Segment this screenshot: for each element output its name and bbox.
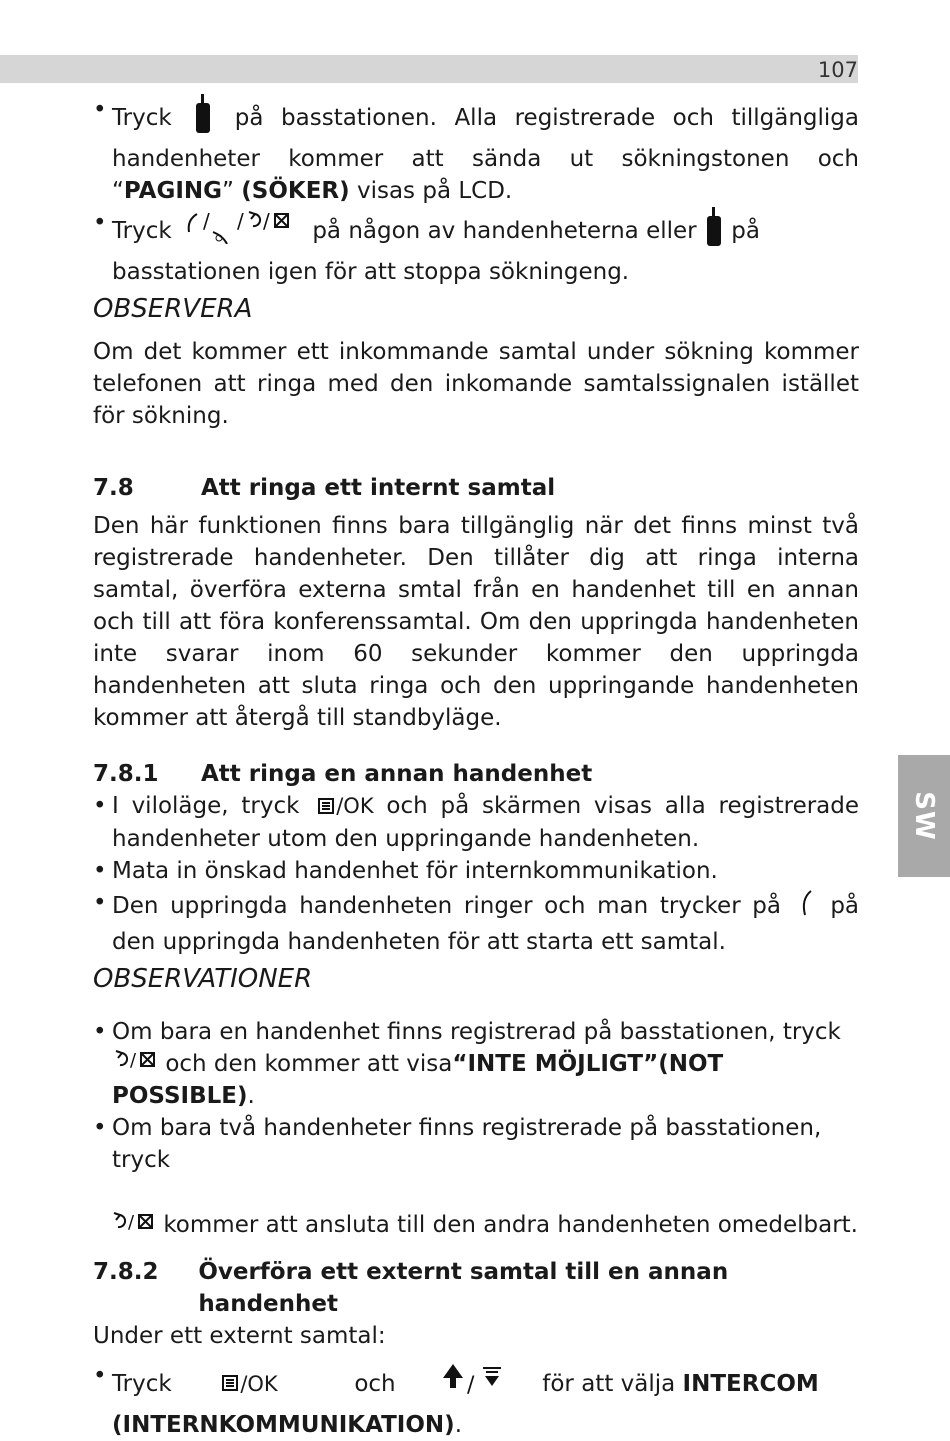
up-down-arrow-keys-icon bbox=[443, 1360, 505, 1409]
svg-text:/: / bbox=[128, 1211, 135, 1233]
obs-bullet-2: • Om bara två handenheter finns registrerade på basstationen, tryck / kommer att ansluta till den andra handenheten omedelbart. bbox=[93, 1112, 859, 1242]
svg-text:/: / bbox=[237, 210, 244, 233]
s781-bullet-1: • I viloläge, tryck /OK och på skärmen visas alla registrerade handenheter utom den uppringande handenheten. bbox=[93, 790, 859, 855]
talk-key-icon bbox=[799, 887, 813, 926]
section-7-8-text: Den här funktionen finns bara tillgänglig när det finns minst två registrerade handenheter. Den tillåter dig att ringa interna samtal, överföra externa smtal från en handenhet till en annan och till att föra konferenssamtal. Om den uppringda handenheten inte svarar inom 60 sekunder kommer den uppringda handenheten att sluta ringa och den uppringande handenheten kommer att återgå till standbyläge. bbox=[93, 513, 859, 731]
obs-bullet-1: • Om bara en handenhet finns registrerad på basstationen, tryck / och den kommer att visa“INTE MÖJLIGT”(NOT POSSIBLE). bbox=[93, 1016, 859, 1113]
back-cancel-key-icon bbox=[114, 1048, 156, 1080]
section-number: 7.8.2 bbox=[93, 1258, 159, 1285]
s781-bullet-3: • Den uppringda handenheten ringer och man trycker på på den uppringda handenheten för att starta ett samtal. bbox=[93, 887, 859, 958]
language-tab-label: SW bbox=[909, 791, 939, 841]
section-7-8-2-heading bbox=[93, 1256, 859, 1320]
svg-text:/: / bbox=[466, 1372, 475, 1398]
section-title: Att ringa en annan handenhet bbox=[201, 761, 593, 787]
section-7-8-2-intro: Under ett externt samtal: bbox=[93, 1322, 386, 1349]
base-station-page-icon bbox=[195, 94, 211, 143]
svg-text:/: / bbox=[130, 1050, 137, 1071]
language-tab bbox=[898, 755, 950, 877]
ok-key-label: /OK bbox=[240, 1371, 278, 1396]
page-content bbox=[93, 94, 859, 1441]
base-station-page-icon bbox=[706, 207, 722, 256]
header-bar bbox=[0, 55, 858, 83]
section-title: Att ringa ett internt samtal bbox=[201, 475, 556, 501]
paging-bullet-1: • Tryck på basstationen. Alla registrerade och tillgängliga handenheter kommer att sända ut sökningstonen och “PAGING” (SÖKER) visas på LCD. bbox=[93, 94, 859, 207]
s782-bullet-1: • Tryck /OK och / för att välja INTERCOM (INTERNKOMMUNIKATION). bbox=[93, 1360, 859, 1441]
svg-text:/: / bbox=[203, 210, 210, 233]
back-cancel-key-icon bbox=[112, 1210, 154, 1242]
observationer-heading: OBSERVATIONER bbox=[93, 963, 313, 994]
menu-key-icon bbox=[222, 1368, 238, 1400]
section-7-8-1-heading bbox=[93, 758, 859, 790]
section-number: 7.8 bbox=[93, 475, 134, 501]
talk-off-keys-icon bbox=[183, 210, 301, 253]
section-title: Överföra ett externt samtal till en annan handenhet bbox=[198, 1258, 729, 1317]
section-number: 7.8.1 bbox=[93, 761, 159, 787]
menu-key-icon bbox=[318, 791, 334, 823]
svg-text:/: / bbox=[263, 210, 270, 233]
observera-text: Om det kommer ett inkommande samtal under sökning kommer telefonen att ringa med den inkomande samtalssignalen istället för sökning. bbox=[93, 339, 859, 429]
s781-bullet-2: • Mata in önskad handenhet för internkommunikation. bbox=[93, 855, 859, 887]
observera-heading: OBSERVERA bbox=[93, 294, 253, 324]
section-7-8-heading bbox=[93, 472, 859, 504]
page-number: 107 bbox=[817, 58, 858, 82]
ok-key-label: /OK bbox=[336, 794, 374, 818]
paging-bullet-2: • Tryck / / / på någon av handenheterna eller på basstationen igen för att stoppa sökningeng. bbox=[93, 207, 859, 288]
